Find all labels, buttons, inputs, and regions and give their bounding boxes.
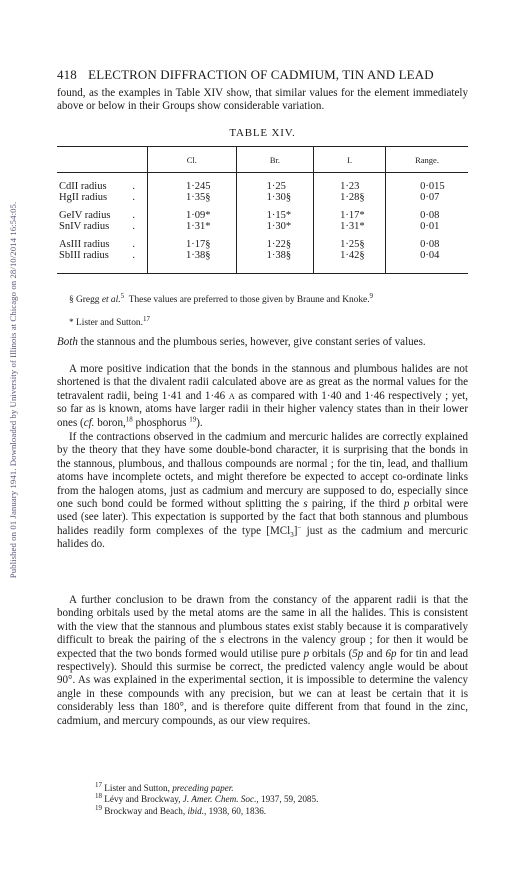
cell-br: 1·22§ (236, 239, 314, 250)
cell-cl: 1·38§ (148, 250, 237, 261)
cell-br: 1·25 (236, 181, 314, 192)
reference-list (95, 780, 475, 817)
cell-i: 1·25§ (314, 239, 386, 250)
cell-i: 1·23 (314, 181, 386, 192)
table-row (57, 239, 468, 250)
page-number: 418 (57, 67, 77, 82)
table-row (57, 221, 468, 232)
cell-range: 0·07 (386, 192, 468, 203)
cell-range: 0·08 (386, 239, 468, 250)
body-paragraph-1: Both the stannous and the plumbous series, however, give constant series of values. (57, 336, 426, 348)
row-label: CdII radius . (59, 181, 135, 192)
cell-range: 0·04 (386, 250, 468, 261)
reference-item: $^{18}$ Lévy and Brockway, J. Amer. Chem. Soc., 1937, 59, 2085. (95, 792, 319, 805)
row-label: SbIII radius . (59, 250, 135, 261)
reference-item: $^{17}$ Lister and Sutton, preceding paper. (95, 780, 234, 793)
body-paragraph-3: If the contractions observed in the cadmium and mercuric halides are correctly explained by the theory that they have some double-bond character, it is surprising that the bonds in the stannous, plumbous, and thallous compounds are normal ; for the tin, lead, and thallium atoms have incomplete octets, and might therefore be expected to accept co-ordinate links from the halogen atoms, just as cadmium and mercury are supposed to do, especially since one such bond could be formed without splitting the s pairing, if the third p orbital were used (see later). This expectation is supported by the fact that both stannous and plumbous halides readily form complexes of the type [MCl$_3$]− just as the cadmium and mercuric halides do. (57, 431, 469, 551)
cell-i: 1·31* (314, 221, 386, 232)
table-row (57, 210, 468, 221)
row-label: GeIV radius . (59, 210, 135, 221)
cell-range: 0·08 (386, 210, 468, 221)
intro-paragraph: found, as the examples in Table XIV show, that similar values for the element immediately above or below in their Groups show considerable variation. (57, 87, 468, 113)
cell-i: 1·42§ (314, 250, 386, 261)
cell-cl: 1·09* (148, 210, 237, 221)
cell-i: 1·28§ (314, 192, 386, 203)
cell-range: 0·01 (386, 221, 468, 232)
cell-br: 1·30§ (236, 192, 314, 203)
body-paragraph-4: A further conclusion to be drawn from the constancy of the apparent radii is that the bonding orbitals used by the metal atoms are the same in all the halides. This is consistent with the view that the stannous and plumbous states exist stably because it is comparatively difficult to break the pairing of the s electrons in the valency group ; for then it would be expected that the two bonds formed would utilise pure p orbitals (5p and 6p for tin and lead respectively). Should this surmise be correct, the predicted valency angle would be about 90°. As was explained in the experimental section, it is impossible to determine the valency angle in these compounds with any precision, but we can at least be certain that it is considerably less than 180°, and is therefore quite different from that found in the zinc, cadmium, and mercury compounds, as our view requires. (57, 594, 469, 727)
header-cell-i: I. (314, 147, 386, 173)
cell-i: 1·17* (314, 210, 386, 221)
cell-br: 1·15* (236, 210, 314, 221)
table-row (57, 250, 468, 261)
download-watermark (7, 100, 19, 680)
header-cell-br: Br. (236, 147, 314, 173)
cell-cl: 1·17§ (148, 239, 237, 250)
table-header-row (57, 147, 468, 173)
table-title: TABLE XIV. (229, 127, 296, 139)
cell-cl: 1·31* (148, 221, 237, 232)
running-title: ELECTRON DIFFRACTION OF CADMIUM, TIN AND LEAD (88, 67, 434, 82)
table-footnote-2: * Lister and Sutton.$^{17}$ (69, 314, 150, 328)
table-footnote-1: § Gregg et al.$^5$ These values are preferred to those given by Braune and Knoke.$^9$ (69, 291, 374, 305)
table-row (57, 192, 468, 203)
body-paragraph-2: A more positive indication that the bonds in the stannous and plumbous halides are not shortened is that the divalent radii calculated above are as great as the normal values for the tetravalent radii, being 1·41 and 1·46 A as compared with 1·40 and 1·46 respectively ; yet, so far as is known, atoms have larger radii in their higher valency states than in their lower ones (cf. boron,$^{18}$ phosphorus $^{19}$). (57, 363, 468, 429)
table-row (57, 181, 468, 192)
row-label: HgII radius . (59, 192, 135, 203)
cell-range: 0·015 (386, 181, 468, 192)
row-label: SnIV radius . (59, 221, 135, 232)
cell-cl: 1·245 (148, 181, 237, 192)
running-header (57, 67, 483, 83)
download-watermark-text: Published on 01 January 1941. Downloaded by University of Illinois at Chicago on 28/10/2014 16:54:05. (8, 201, 19, 579)
radii-table (57, 146, 468, 274)
header-cell-label (57, 147, 148, 173)
row-label: AsIII radius . (59, 239, 135, 250)
cell-br: 1·38§ (236, 250, 314, 261)
header-cell-range: Range. (386, 147, 468, 173)
cell-br: 1·30* (236, 221, 314, 232)
reference-item: $^{19}$ Brockway and Beach, ibid., 1938, 60, 1836. (95, 803, 267, 816)
cell-cl: 1·35§ (148, 192, 237, 203)
header-cell-cl: Cl. (148, 147, 237, 173)
